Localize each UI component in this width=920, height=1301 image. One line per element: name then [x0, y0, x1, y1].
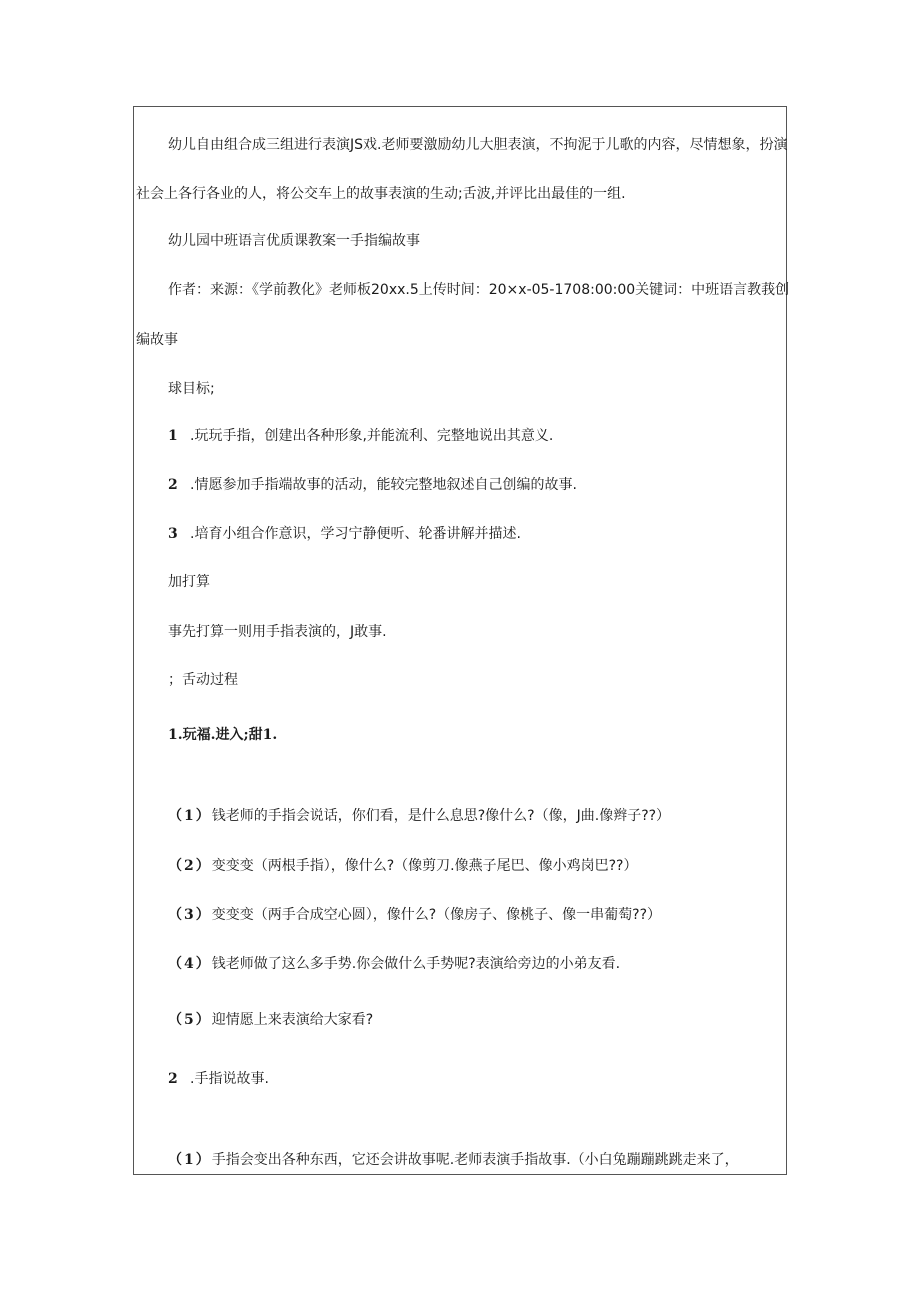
sub-step-text: 变变变（两根手指），像什么?（像剪刀.像燕子尾巴、像小鸡岗巴??） — [211, 858, 638, 874]
sub-step — [168, 955, 620, 973]
sub-step — [168, 857, 638, 875]
step-number: 2 — [168, 1071, 178, 1087]
sub-step-number: （5） — [168, 1012, 212, 1028]
goal-item — [168, 476, 577, 494]
goal-number: 3 — [168, 526, 178, 542]
sub-step-text: 变变变（两手合成空心圆），像什么?（像房子、像桃子、像一串葡萄??） — [211, 907, 662, 923]
goal-item — [168, 427, 553, 445]
sub-step-number: （1） — [168, 808, 212, 824]
sub-step — [168, 807, 670, 825]
goal-text: .玩玩手指，创建出各种形象,并能流利、完整地说出其意义. — [190, 428, 554, 444]
paragraph-line: 社会上各行各业的人，将公交车上的故事表演的生动;舌波,并评比出最佳的一组. — [136, 186, 626, 202]
goals-heading: 球目标; — [168, 381, 215, 397]
sub-step-text: 钱老师的手指会说话，你们看，是什么息思?像什么?（像，J曲.像辫子??） — [211, 808, 671, 824]
paragraph-line: 幼儿自由组合成三组进行表演JS戏.老师要激励幼儿大胆表演，不拘泥于儿歌的内容，尽情想象，扮演 — [168, 137, 788, 153]
prep-heading: 加打算 — [168, 574, 210, 590]
process-heading: ；舌动过程 — [168, 672, 238, 688]
prep-text: 事先打算一则用手指表演的，J敢事. — [168, 624, 387, 640]
goal-item — [168, 525, 521, 543]
sub-step-text: 迎情愿上来表演给大家看? — [211, 1012, 374, 1028]
sub-step — [168, 1151, 739, 1169]
step-text: .手指说故事. — [190, 1071, 269, 1087]
sub-step-number: （2） — [168, 858, 212, 874]
goal-number: 2 — [168, 477, 178, 493]
sub-step-number: （1） — [168, 1152, 212, 1168]
sub-step-text: 钱老师做了这么多手势.你会做什么手势呢?表演给旁边的小弟友看. — [211, 956, 621, 972]
step-heading: 1.玩福.进入;甜1. — [168, 727, 278, 743]
sub-step-text: 手指会变出各种东西，它还会讲故事呢.老师表演手指故事.（小白兔蹦蹦跳跳走来了， — [211, 1152, 739, 1168]
step-heading — [168, 1070, 269, 1088]
meta-line: 编故事 — [136, 332, 178, 348]
goal-text: .情愿参加手指端故事的活动，能较完整地叙述自己创编的故事. — [190, 477, 577, 493]
sub-step — [168, 1011, 373, 1029]
sub-step-number: （4） — [168, 956, 212, 972]
sub-step — [168, 906, 661, 924]
sub-step-number: （3） — [168, 907, 212, 923]
article-title: 幼儿园中班语言优质课教案一手指编故事 — [168, 233, 420, 249]
goal-text: .培育小组合作意识，学习宁静便听、轮番讲解并描述. — [190, 526, 521, 542]
goal-number: 1 — [168, 428, 178, 444]
meta-line: 作者：来源：《学前教化》老师板20xx.5上传时间：20×x-05-1708:00:00关键词：中班语言教莪创 — [168, 282, 790, 298]
